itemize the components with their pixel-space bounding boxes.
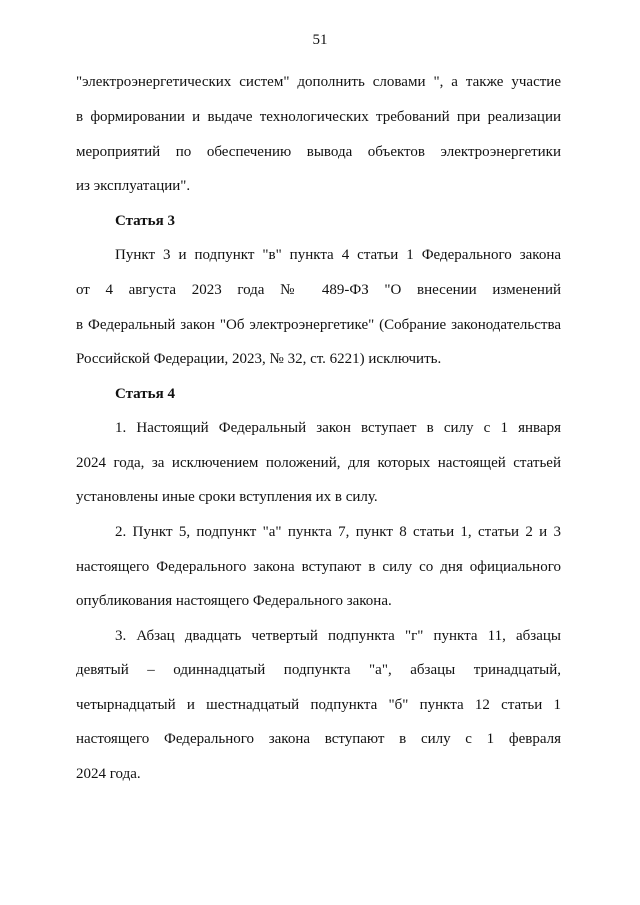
page-number: 51 — [312, 32, 328, 48]
article-4-p1-line: установлены иные сроки вступления их в силу. — [76, 489, 378, 505]
article-3-line: Российской Федерации, 2023, № 32, ст. 6221) исключить. — [76, 351, 442, 367]
article-3-line: Пункт 3 и подпункт "в" пункта 4 статьи 1 Федерального закона — [115, 247, 561, 263]
article-3-line: в Федеральный закон "Об электроэнергетике" (Собрание законодательства — [76, 317, 561, 333]
article-3-line: от 4 августа 2023 года № 489-ФЗ "О внесении изменений — [76, 282, 561, 298]
article-4-p2-line: 2. Пункт 5, подпункт "а" пункта 7, пункт 8 статьи 1, статьи 2 и 3 — [115, 524, 561, 540]
article-4-p3-line: 2024 года. — [76, 766, 141, 782]
article-4-p3-line: четырнадцатый и шестнадцатый подпункта "б" пункта 12 статьи 1 — [76, 697, 561, 713]
article-4-p2-line: настоящего Федерального закона вступают в силу со дня официального — [76, 559, 561, 575]
intro-line: мероприятий по обеспечению вывода объектов электроэнергетики — [76, 144, 561, 160]
article-4-p1-line: 2024 года, за исключением положений, для которых настоящей статьей — [76, 455, 561, 471]
article-4-heading: Статья 4 — [115, 386, 175, 402]
intro-line: в формировании и выдаче технологических требований при реализации — [76, 109, 561, 125]
article-4-p3-line: девятый – одиннадцатый подпункта "а", абзацы тринадцатый, — [76, 662, 561, 678]
article-4-p3-line: 3. Абзац двадцать четвертый подпункта "г" пункта 11, абзацы — [115, 628, 561, 644]
intro-line: из эксплуатации". — [76, 178, 191, 194]
article-4-p1-line: 1. Настоящий Федеральный закон вступает в силу с 1 января — [115, 420, 561, 436]
intro-line: "электроэнергетических систем" дополнить словами ", а также участие — [76, 74, 561, 90]
article-3-heading: Статья 3 — [115, 213, 175, 229]
article-4-p3-line: настоящего Федерального закона вступают в силу с 1 февраля — [76, 731, 561, 747]
article-4-p2-line: опубликования настоящего Федерального закона. — [76, 593, 392, 609]
